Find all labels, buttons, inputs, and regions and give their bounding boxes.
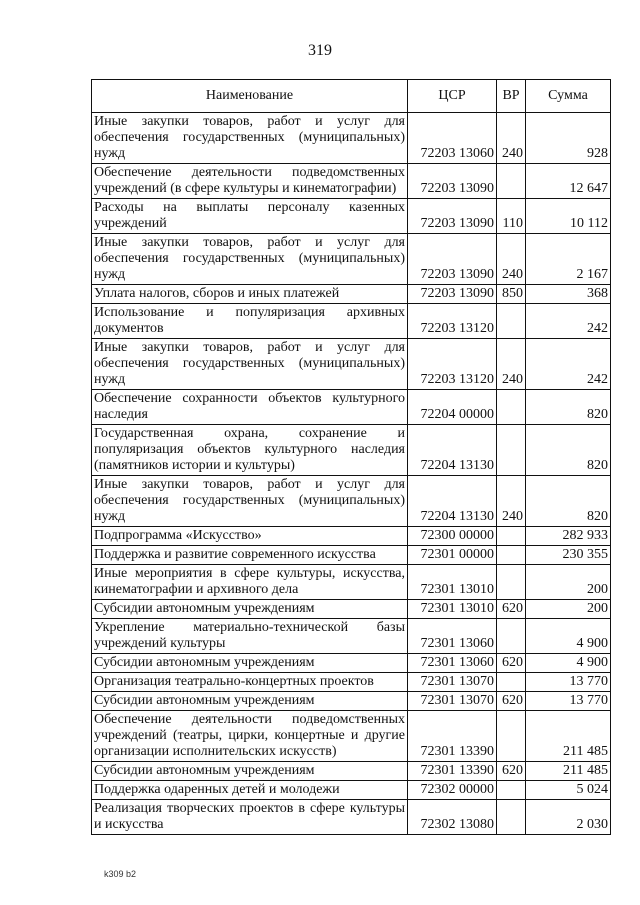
table-row: [92, 476, 611, 527]
table-row: [92, 711, 611, 762]
cell-sum: 820: [526, 476, 611, 527]
cell-csr: 72203 13090: [408, 285, 497, 304]
cell-vr: 620: [497, 762, 526, 781]
table-row: [92, 425, 611, 476]
cell-csr: 72204 13130: [408, 425, 497, 476]
cell-name: Уплата налогов, сборов и иных платежей: [92, 285, 408, 304]
cell-vr: 240: [497, 113, 526, 164]
cell-vr: [497, 800, 526, 835]
cell-sum: 2 030: [526, 800, 611, 835]
cell-name: Обеспечение деятельности подведомственных учреждений (в сфере культуры и кинематографии): [92, 164, 408, 199]
table-row: [92, 619, 611, 654]
cell-vr: [497, 390, 526, 425]
cell-sum: 4 900: [526, 619, 611, 654]
cell-vr: 240: [497, 339, 526, 390]
cell-name: Обеспечение сохранности объектов культурного наследия: [92, 390, 408, 425]
table-row: [92, 390, 611, 425]
cell-sum: 5 024: [526, 781, 611, 800]
page-number: 319: [308, 42, 332, 59]
cell-name: Расходы на выплаты персоналу казенных учреждений: [92, 199, 408, 234]
cell-sum: 4 900: [526, 654, 611, 673]
cell-csr: 72302 00000: [408, 781, 497, 800]
cell-csr: 72203 13090: [408, 234, 497, 285]
cell-name: Иные закупки товаров, работ и услуг для обеспечения государственных (муниципальных) нужд: [92, 339, 408, 390]
table-row: [92, 565, 611, 600]
table-row: [92, 692, 611, 711]
cell-vr: 240: [497, 234, 526, 285]
cell-vr: [497, 781, 526, 800]
table-row: [92, 304, 611, 339]
table-row: [92, 113, 611, 164]
cell-csr: 72203 13120: [408, 304, 497, 339]
header-csr: ЦСР: [408, 80, 497, 113]
header-name: Наименование: [92, 80, 408, 113]
cell-csr: 72203 13120: [408, 339, 497, 390]
cell-name: Реализация творческих проектов в сфере культуры и искусства: [92, 800, 408, 835]
cell-sum: 12 647: [526, 164, 611, 199]
cell-vr: [497, 711, 526, 762]
cell-name: Субсидии автономным учреждениям: [92, 762, 408, 781]
cell-name: Субсидии автономным учреждениям: [92, 600, 408, 619]
cell-csr: 72301 13060: [408, 654, 497, 673]
cell-csr: 72301 13390: [408, 711, 497, 762]
table-row: [92, 546, 611, 565]
cell-name: Субсидии автономным учреждениям: [92, 654, 408, 673]
table-row: [92, 800, 611, 835]
cell-sum: 13 770: [526, 692, 611, 711]
cell-name: Иные закупки товаров, работ и услуг для обеспечения государственных (муниципальных) нужд: [92, 234, 408, 285]
header-sum: Сумма: [526, 80, 611, 113]
cell-name: Подпрограмма «Искусство»: [92, 527, 408, 546]
cell-vr: [497, 527, 526, 546]
table-row: [92, 164, 611, 199]
cell-sum: 211 485: [526, 711, 611, 762]
cell-sum: 242: [526, 304, 611, 339]
cell-vr: [497, 673, 526, 692]
cell-sum: 928: [526, 113, 611, 164]
cell-vr: [497, 619, 526, 654]
cell-sum: 242: [526, 339, 611, 390]
cell-name: Государственная охрана, сохранение и популяризация объектов культурного наследия (памятников истории и культуры): [92, 425, 408, 476]
cell-sum: 282 933: [526, 527, 611, 546]
cell-name: Обеспечение деятельности подведомственных учреждений (театры, цирки, концертные и другие организации исполнительских искусств): [92, 711, 408, 762]
cell-csr: 72203 13090: [408, 164, 497, 199]
cell-sum: 200: [526, 565, 611, 600]
cell-sum: 2 167: [526, 234, 611, 285]
cell-name: Субсидии автономным учреждениям: [92, 692, 408, 711]
cell-csr: 72301 13010: [408, 565, 497, 600]
cell-csr: 72302 13080: [408, 800, 497, 835]
cell-vr: [497, 425, 526, 476]
cell-vr: 620: [497, 654, 526, 673]
cell-name: Укрепление материально-технической базы учреждений культуры: [92, 619, 408, 654]
cell-csr: 72203 13090: [408, 199, 497, 234]
cell-sum: 820: [526, 390, 611, 425]
table-body: [92, 113, 611, 835]
cell-sum: 13 770: [526, 673, 611, 692]
cell-name: Использование и популяризация архивных документов: [92, 304, 408, 339]
cell-vr: [497, 546, 526, 565]
cell-name: Иные закупки товаров, работ и услуг для обеспечения государственных (муниципальных) нужд: [92, 113, 408, 164]
table-row: [92, 673, 611, 692]
cell-csr: 72204 13130: [408, 476, 497, 527]
table-row: [92, 234, 611, 285]
cell-vr: 110: [497, 199, 526, 234]
cell-sum: 10 112: [526, 199, 611, 234]
cell-sum: 211 485: [526, 762, 611, 781]
table-row: [92, 654, 611, 673]
cell-csr: 72203 13060: [408, 113, 497, 164]
cell-csr: 72301 13060: [408, 619, 497, 654]
cell-name: Поддержка одаренных детей и молодежи: [92, 781, 408, 800]
cell-csr: 72300 00000: [408, 527, 497, 546]
cell-vr: 620: [497, 692, 526, 711]
cell-csr: 72301 13010: [408, 600, 497, 619]
cell-csr: 72301 13390: [408, 762, 497, 781]
table-row: [92, 199, 611, 234]
table-row: [92, 285, 611, 304]
cell-csr: 72301 00000: [408, 546, 497, 565]
cell-vr: [497, 565, 526, 600]
cell-vr: [497, 164, 526, 199]
cell-vr: 850: [497, 285, 526, 304]
table-row: [92, 339, 611, 390]
cell-csr: 72204 00000: [408, 390, 497, 425]
header-vr: ВР: [497, 80, 526, 113]
cell-name: Иные мероприятия в сфере культуры, искусства, кинематографии и архивного дела: [92, 565, 408, 600]
cell-vr: [497, 304, 526, 339]
cell-vr: 240: [497, 476, 526, 527]
cell-sum: 200: [526, 600, 611, 619]
cell-sum: 820: [526, 425, 611, 476]
table-row: [92, 527, 611, 546]
table-header-row: [92, 80, 611, 113]
table-row: [92, 600, 611, 619]
cell-csr: 72301 13070: [408, 673, 497, 692]
table-row: [92, 762, 611, 781]
cell-csr: 72301 13070: [408, 692, 497, 711]
budget-table: [91, 79, 611, 835]
cell-name: Поддержка и развитие современного искусства: [92, 546, 408, 565]
cell-vr: 620: [497, 600, 526, 619]
cell-sum: 230 355: [526, 546, 611, 565]
cell-name: Иные закупки товаров, работ и услуг для обеспечения государственных (муниципальных) нужд: [92, 476, 408, 527]
footer-code: k309 b2: [104, 869, 137, 879]
table-row: [92, 781, 611, 800]
cell-name: Организация театрально-концертных проектов: [92, 673, 408, 692]
cell-sum: 368: [526, 285, 611, 304]
